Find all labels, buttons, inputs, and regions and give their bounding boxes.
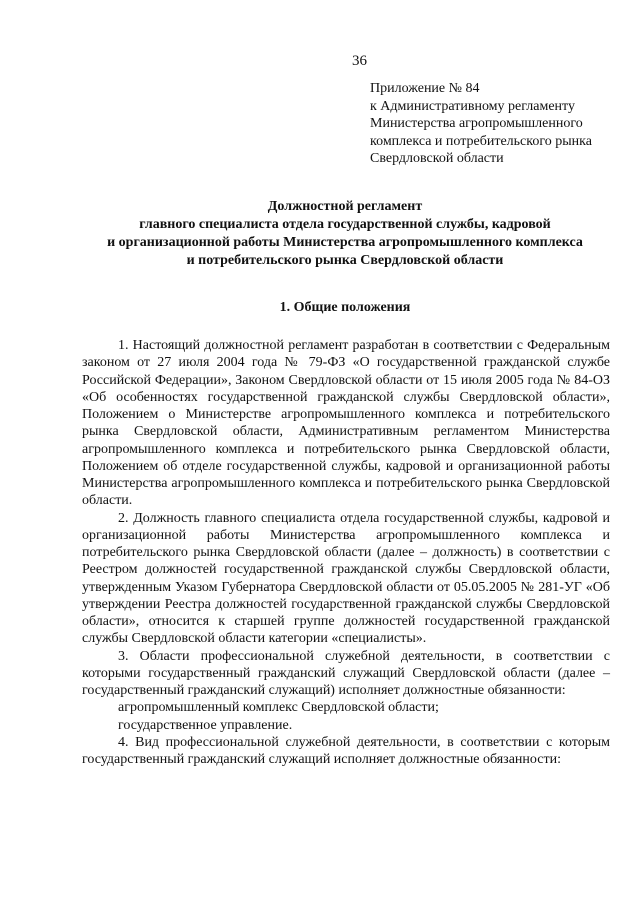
document-title — [70, 198, 620, 270]
paragraph-1: 1. Настоящий должностной регламент разработан в соответствии с Федеральным законом от 27 июля 2004 года № 79-ФЗ «О государственной гражданской службе Российской Федерации», Законом Свердловской области от 15 июля 2005 года № 84-ОЗ «Об особенностях государственной гражданской службы Свердловской области», Положением о Министерстве агропромышленного комплекса и потребительского рынка Свердловской области, Административным регламентом Министерства агропромышленного комплекса и потребительского рынка Свердловской области, Положением об отделе государственной службы, кадровой и организационной работы Министерства агропромышленного комплекса и потребительского рынка Свердловской области. — [82, 338, 610, 509]
title-line: главного специалиста отдела государственной службы, кадровой — [139, 217, 551, 232]
paragraph-2: 2. Должность главного специалиста отдела государственной службы, кадровой и организационной работы Министерства агропромышленного комплекса и потребительского рынка Свердловской области (далее – должность) в соответствии с Реестром должностей государственной гражданской службы Свердловской области, утвержденным Указом Губернатора Свердловской области от 05.05.2005 № 281-УГ «Об утверждении Реестра должностей государственной гражданской службы Свердловской области», относится к старшей группе должностей государственной гражданской службы Свердловской области категории «специалисты». — [82, 510, 610, 647]
page-number: 36 — [352, 53, 367, 69]
appendix-line: Приложение № 84 — [370, 81, 480, 96]
title-line: и потребительского рынка Свердловской области — [186, 253, 504, 268]
title-line: и организационной работы Министерства агропромышленного комплекса — [107, 235, 583, 250]
appendix-line: комплекса и потребительского рынка — [370, 133, 592, 149]
appendix-line: Свердловской области — [370, 151, 504, 166]
section-heading: 1. Общие положения — [279, 300, 411, 315]
list-item: агропромышленный комплекс Свердловской области; — [118, 700, 439, 716]
appendix-line: Министерства агропромышленного — [370, 116, 583, 131]
list-item: государственное управление. — [118, 717, 293, 733]
title-line: Должностной регламент — [267, 199, 423, 214]
paragraph-3: 3. Области профессиональной служебной деятельности, в соответствии с которыми государственный гражданский служащий Свердловской области (далее – государственный гражданский служащий) исполняет должностные обязанности: — [82, 648, 610, 698]
appendix-line: к Административному регламенту — [370, 98, 575, 114]
paragraph-4: 4. Вид профессиональной служебной деятельности, в соответствии с которым государственный гражданский служащий исполняет должностные обязанности: — [82, 734, 610, 767]
appendix-block — [370, 80, 632, 168]
document-body — [82, 337, 610, 768]
